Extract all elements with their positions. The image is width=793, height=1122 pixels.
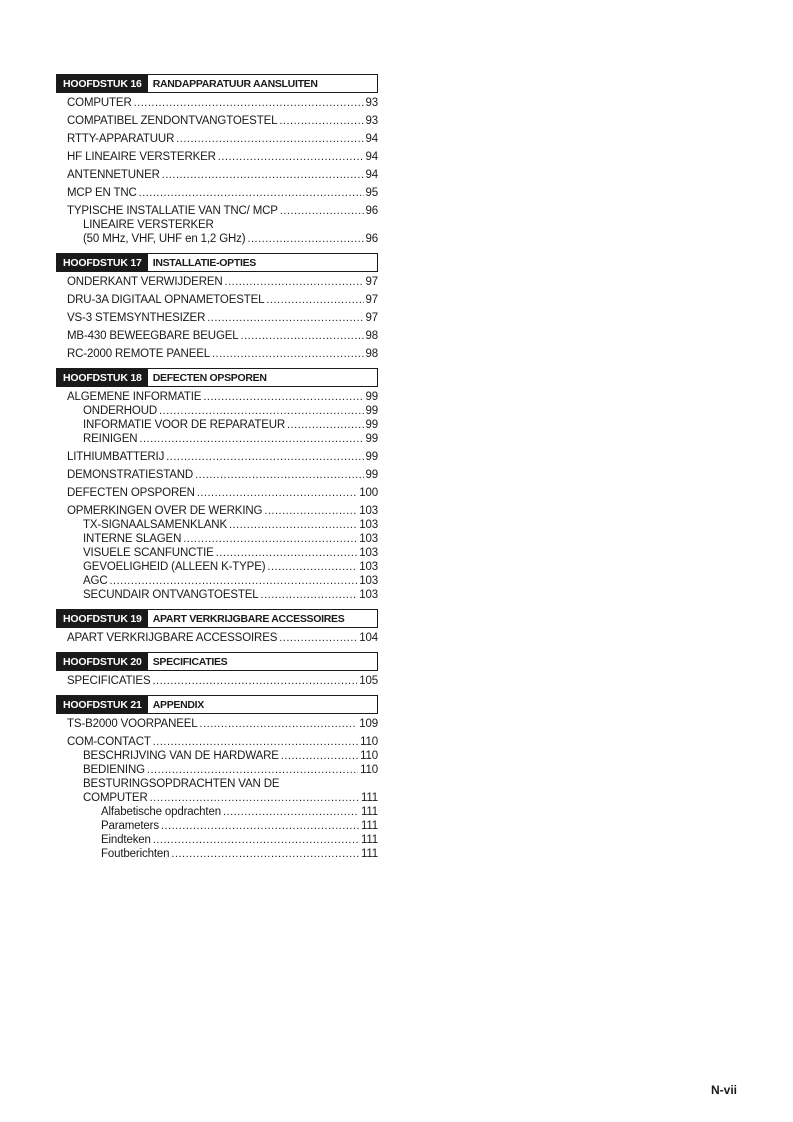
entry-page-number: 98	[365, 330, 378, 342]
chapter-heading	[56, 253, 378, 272]
dot-leader	[166, 450, 363, 464]
entry-title: DEFECTEN OPSPOREN	[67, 487, 195, 499]
entry-page-number: 96	[365, 233, 378, 245]
chapter-number: HOOFDSTUK 17	[57, 254, 148, 271]
entry-title: LITHIUMBATTERIJ	[67, 451, 165, 463]
chapter-heading	[56, 652, 378, 671]
chapter-heading	[56, 609, 378, 628]
dot-leader	[281, 749, 358, 763]
toc-entry[interactable]	[67, 588, 378, 602]
dot-leader	[261, 588, 358, 602]
entry-page-number: 103	[359, 533, 378, 545]
toc-entry[interactable]	[67, 204, 378, 218]
chapter-section	[56, 695, 378, 861]
dot-leader	[171, 847, 359, 861]
chapter-section	[56, 253, 378, 361]
entry-title: REINIGEN	[83, 433, 138, 445]
entry-page-number: 103	[359, 561, 378, 573]
entry-title: TS-B2000 VOORPANEEL	[67, 718, 198, 730]
toc-entry[interactable]	[67, 749, 378, 763]
toc-entry[interactable]	[67, 311, 378, 325]
toc-entry[interactable]	[67, 390, 378, 404]
dot-leader	[203, 390, 363, 404]
dot-leader	[195, 468, 363, 482]
entry-list	[56, 275, 378, 361]
dot-leader	[150, 791, 359, 805]
dot-leader	[183, 532, 357, 546]
entry-title: LINEAIRE VERSTERKER	[83, 219, 214, 231]
entry-title: Parameters	[101, 820, 159, 832]
entry-title: Foutberichten	[101, 848, 170, 860]
entry-page-number: 110	[360, 750, 378, 762]
entry-page-number: 95	[365, 187, 378, 199]
toc-entry[interactable]	[67, 468, 378, 482]
entry-title: COMPUTER	[67, 97, 132, 109]
entry-list	[56, 631, 378, 645]
entry-title: ONDERKANT VERWIJDEREN	[67, 276, 223, 288]
dot-leader	[218, 150, 364, 164]
entry-list	[56, 717, 378, 861]
toc-entry[interactable]	[67, 631, 378, 645]
chapter-section	[56, 368, 378, 602]
chapter-number: HOOFDSTUK 20	[57, 653, 148, 670]
entry-page-number: 103	[359, 575, 378, 587]
entry-page-number: 103	[359, 505, 378, 517]
dot-leader	[197, 486, 357, 500]
entry-page-number: 99	[365, 405, 378, 417]
toc-entry[interactable]	[67, 486, 378, 500]
dot-leader	[152, 674, 357, 688]
toc-entry[interactable]	[67, 717, 378, 731]
entry-title: (50 MHz, VHF, UHF en 1,2 GHz)	[83, 233, 246, 245]
entry-title: GEVOELIGHEID (ALLEEN K-TYPE)	[83, 561, 266, 573]
toc-entry[interactable]	[67, 96, 378, 110]
toc-entry[interactable]	[67, 560, 378, 574]
chapter-section	[56, 609, 378, 645]
chapter-title: APPENDIX	[152, 698, 204, 711]
entry-title: BESTURINGSOPDRACHTEN VAN DE	[83, 778, 280, 790]
entry-page-number: 110	[360, 764, 378, 776]
dot-leader	[229, 518, 357, 532]
entry-page-number: 99	[365, 419, 378, 431]
dot-leader	[223, 805, 359, 819]
entry-title: MB-430 BEWEEGBARE BEUGEL	[67, 330, 239, 342]
entry-title: ALGEMENE INFORMATIE	[67, 391, 202, 403]
toc-entry[interactable]	[67, 218, 378, 232]
toc-entry[interactable]	[67, 293, 378, 307]
dot-leader	[225, 275, 364, 289]
entry-title: DRU-3A DIGITAAL OPNAMETOESTEL	[67, 294, 265, 306]
dot-leader	[287, 418, 363, 432]
entry-title: APART VERKRIJGBARE ACCESSOIRES	[67, 632, 278, 644]
toc-entry[interactable]	[67, 504, 378, 518]
table-of-contents	[56, 74, 378, 868]
dot-leader	[212, 347, 364, 361]
entry-title: Eindteken	[101, 834, 151, 846]
dot-leader	[139, 186, 364, 200]
entry-title: OPMERKINGEN OVER DE WERKING	[67, 505, 263, 517]
entry-page-number: 97	[365, 294, 378, 306]
toc-entry[interactable]	[67, 847, 378, 861]
entry-page-number: 99	[365, 391, 378, 403]
toc-entry[interactable]	[67, 186, 378, 200]
entry-title: RTTY-APPARATUUR	[67, 133, 175, 145]
entry-title: BESCHRIJVING VAN DE HARDWARE	[83, 750, 279, 762]
entry-title: COM-CONTACT	[67, 736, 151, 748]
toc-entry[interactable]	[67, 532, 378, 546]
dot-leader	[266, 293, 363, 307]
toc-entry[interactable]	[67, 168, 378, 182]
chapter-title: RANDAPPARATUUR AANSLUITEN	[152, 77, 318, 90]
entry-title: AGC	[83, 575, 108, 587]
entry-title: SECUNDAIR ONTVANGTOESTEL	[83, 589, 259, 601]
entry-page-number: 99	[365, 451, 378, 463]
dot-leader	[147, 763, 358, 777]
toc-entry[interactable]	[67, 432, 378, 446]
toc-entry[interactable]	[67, 791, 378, 805]
dot-leader	[176, 132, 363, 146]
dot-leader	[162, 168, 364, 182]
chapter-heading	[56, 74, 378, 93]
chapter-title: INSTALLATIE-OPTIES	[152, 256, 256, 269]
toc-entry[interactable]	[67, 574, 378, 588]
dot-leader	[134, 96, 364, 110]
dot-leader	[279, 114, 363, 128]
entry-page-number: 94	[365, 133, 378, 145]
entry-title: VS-3 STEMSYNTHESIZER	[67, 312, 206, 324]
toc-entry[interactable]	[67, 132, 378, 146]
entry-page-number: 105	[359, 675, 378, 687]
entry-page-number: 94	[365, 151, 378, 163]
entry-title: INTERNE SLAGEN	[83, 533, 182, 545]
chapter-number: HOOFDSTUK 19	[57, 610, 148, 627]
chapter-number: HOOFDSTUK 18	[57, 369, 148, 386]
chapter-number: HOOFDSTUK 21	[57, 696, 148, 713]
entry-page-number: 94	[365, 169, 378, 181]
entry-title: TX-SIGNAALSAMENKLANK	[83, 519, 227, 531]
entry-page-number: 93	[365, 97, 378, 109]
chapter-title: SPECIFICATIES	[152, 655, 228, 668]
toc-entry[interactable]	[67, 329, 378, 343]
entry-page-number: 111	[360, 848, 378, 860]
chapter-number: HOOFDSTUK 16	[57, 75, 148, 92]
toc-entry[interactable]	[67, 763, 378, 777]
entry-title: DEMONSTRATIESTAND	[67, 469, 194, 481]
entry-page-number: 99	[365, 469, 378, 481]
dot-leader	[153, 833, 359, 847]
entry-title: COMPATIBEL ZENDONTVANGTOESTEL	[67, 115, 278, 127]
chapter-heading	[56, 695, 378, 714]
entry-title: TYPISCHE INSTALLATIE VAN TNC/ MCP	[67, 205, 278, 217]
entry-page-number: 103	[359, 519, 378, 531]
dot-leader	[280, 204, 364, 218]
dot-leader	[216, 546, 358, 560]
toc-entry[interactable]	[67, 450, 378, 464]
entry-page-number: 103	[359, 547, 378, 559]
chapter-section	[56, 74, 378, 246]
entry-page-number: 97	[365, 276, 378, 288]
dot-leader	[207, 311, 363, 325]
entry-title: MCP EN TNC	[67, 187, 137, 199]
toc-entry[interactable]	[67, 674, 378, 688]
entry-list	[56, 96, 378, 246]
dot-leader	[200, 717, 358, 731]
entry-title: RC-2000 REMOTE PANEEL	[67, 348, 210, 360]
dot-leader	[267, 560, 357, 574]
entry-page-number: 103	[359, 589, 378, 601]
chapter-section	[56, 652, 378, 688]
toc-entry[interactable]	[67, 232, 378, 246]
toc-entry[interactable]	[67, 805, 378, 819]
entry-page-number: 93	[365, 115, 378, 127]
entry-page-number: 98	[365, 348, 378, 360]
entry-title: ANTENNETUNER	[67, 169, 160, 181]
toc-entry[interactable]	[67, 833, 378, 847]
toc-entry[interactable]	[67, 150, 378, 164]
entry-page-number: 111	[360, 792, 378, 804]
entry-page-number: 111	[360, 806, 378, 818]
page-number: N-vii	[711, 1083, 738, 1097]
entry-title: Alfabetische opdrachten	[101, 806, 221, 818]
toc-entry[interactable]	[67, 114, 378, 128]
entry-page-number: 111	[360, 820, 378, 832]
toc-entry[interactable]	[67, 819, 378, 833]
dot-leader	[264, 504, 357, 518]
dot-leader	[139, 432, 363, 446]
dot-leader	[159, 404, 363, 418]
toc-entry[interactable]	[67, 546, 378, 560]
entry-title: VISUELE SCANFUNCTIE	[83, 547, 214, 559]
entry-list	[56, 674, 378, 688]
toc-entry[interactable]	[67, 518, 378, 532]
entry-list	[56, 390, 378, 602]
chapter-title: APART VERKRIJGBARE ACCESSOIRES	[152, 612, 345, 625]
dot-leader	[161, 819, 359, 833]
entry-title: HF LINEAIRE VERSTERKER	[67, 151, 216, 163]
dot-leader	[247, 232, 363, 246]
entry-page-number: 97	[365, 312, 378, 324]
entry-page-number: 99	[365, 433, 378, 445]
entry-page-number: 96	[365, 205, 378, 217]
dot-leader	[153, 735, 358, 749]
entry-page-number: 111	[360, 834, 378, 846]
toc-entry[interactable]	[67, 735, 378, 749]
toc-entry[interactable]	[67, 404, 378, 418]
chapter-title: DEFECTEN OPSPOREN	[152, 371, 267, 384]
dot-leader	[279, 631, 357, 645]
toc-entry[interactable]	[67, 777, 378, 791]
chapter-heading	[56, 368, 378, 387]
entry-title: INFORMATIE VOOR DE REPARATEUR	[83, 419, 286, 431]
toc-entry[interactable]	[67, 418, 378, 432]
entry-page-number: 109	[359, 718, 378, 730]
entry-title: BEDIENING	[83, 764, 145, 776]
entry-page-number: 104	[359, 632, 378, 644]
entry-title: SPECIFICATIES	[67, 675, 151, 687]
dot-leader	[241, 329, 364, 343]
entry-title: ONDERHOUD	[83, 405, 158, 417]
toc-entry[interactable]	[67, 275, 378, 289]
entry-title: COMPUTER	[83, 792, 148, 804]
entry-page-number: 110	[360, 736, 378, 748]
entry-page-number: 100	[359, 487, 378, 499]
dot-leader	[109, 574, 357, 588]
toc-entry[interactable]	[67, 347, 378, 361]
